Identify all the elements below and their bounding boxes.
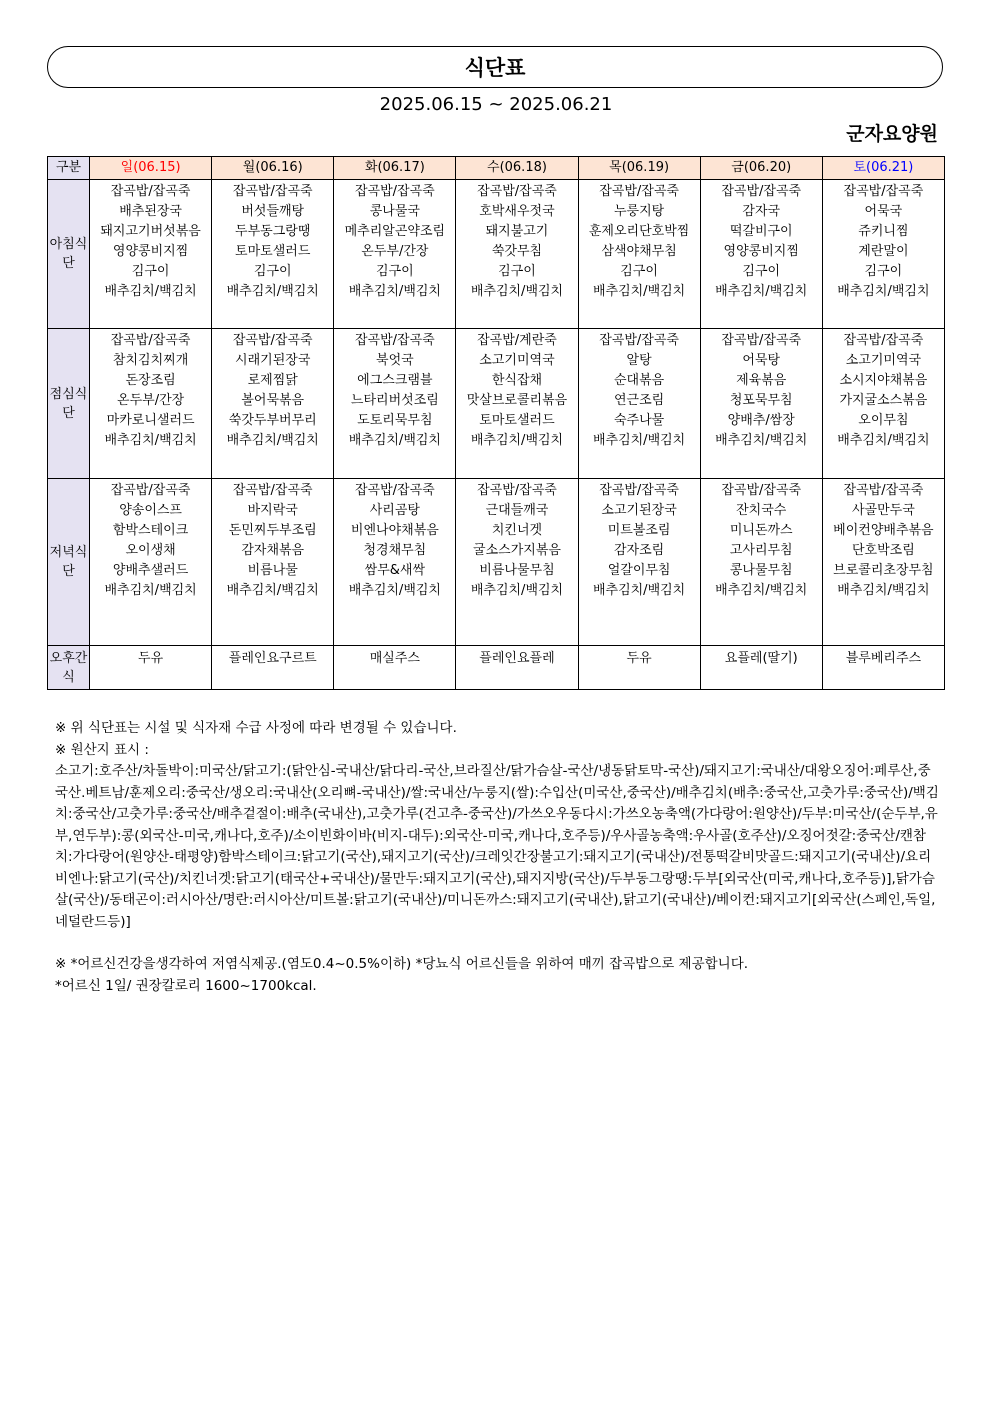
dish-item: 잡곡밥/잡곡죽 xyxy=(110,483,191,498)
dish-item: 한식잡채 xyxy=(491,373,543,388)
snack-cell: 두유 xyxy=(90,646,212,690)
dish-item: 돈민찌두부조림 xyxy=(228,523,317,538)
origin-text: 소고기:호주산/차돌박이:미국산/닭고기:(닭안심-국내산/닭다리-국산,브라질산/닭가슴살-국산/냉동닭토막-국산)/돼지고기:국내산/대왕오징어:페루산,중국산.베트남/훈제오리:중국산/생오리:국내산(오리뼈-국내산)/쌀:국내산/누룽지(쌀):수입산(미국산,중국산)/배추김치(배추:중국산,고춧가루:중국산)/백김치:중국산/고춧가루:중국산/배추겉절이:배추(국내산),고춧가루(건고추-중국산)/가쓰오우동다시:가쓰오농축액(가다랑어:원양산)/두부:미국산/(순두부,유부,연두부):콩(외국산-미국,캐나다,호주)/소이빈화이바(비지-대두):외국산-미국,캐나다,호주등)/우사골농축액:우사골(호주산)/오징어젓갈:중국산/캔참치:가다랑어(원양산-태평양)함박스테이크:닭고기(국산),돼지고기(국산)/크레잇간장불고기:돼지고기(국내산)/전통떡갈비맛골드:돼지고기(국내산)/요리비엔나:닭고기(국산)/치킨너겟:닭고기(태국산+국내산)/물만두:돼지고기(국산),돼지지방(국산)/두부동그랑땡:두부[외국산(미국,캐나다,호주등)],닭가슴살(국산)/동태곤이:러시아산/명란:러시아산/미트볼:닭고기(국내산)/미니돈까스:돼지고기(국내산),닭고기(국내산)/베이컨:돼지고기[외국산(스페인,독일,네덜란드등)] xyxy=(55,763,939,930)
dish-item: 김구이 xyxy=(620,264,658,279)
dish-item: 배추김치/백김치 xyxy=(226,433,319,448)
dish-item: 양배추샐러드 xyxy=(112,563,189,578)
snack-cell: 플레인요플레 xyxy=(456,646,578,690)
dish-item: 김구이 xyxy=(253,264,292,279)
dish-item: 잡곡밥/잡곡죽 xyxy=(843,333,924,348)
meal-label-line: 점심 xyxy=(49,386,75,402)
dish-item: 잡곡밥/잡곡죽 xyxy=(843,184,924,199)
menu-cell xyxy=(456,479,578,646)
dish-item: 영양콩비지찜 xyxy=(723,244,799,259)
dish-item: 훈제오리단호박찜 xyxy=(588,224,690,239)
day-header: 금(06.20) xyxy=(700,157,822,180)
dish-item: 참치김치찌개 xyxy=(112,353,189,368)
menu-cell xyxy=(578,180,700,329)
date-range: 2025.06.15 ~ 2025.06.21 xyxy=(379,94,613,115)
dish-item: 배추김치/백김치 xyxy=(837,583,930,598)
dish-item: 김구이 xyxy=(376,264,414,279)
change-notice: ※ 위 식단표는 시설 및 식자재 수급 사정에 따라 변경될 수 있습니다. xyxy=(55,720,457,736)
day-header: 화(06.17) xyxy=(334,157,456,180)
menu-cell xyxy=(90,180,212,329)
snack-cell: 플레인요구르트 xyxy=(212,646,334,690)
dish-item: 바지락국 xyxy=(247,503,298,518)
dish-item: 감자채볶음 xyxy=(241,543,305,558)
dish-item: 잡곡밥/잡곡죽 xyxy=(354,483,435,498)
dish-item: 청포묵무침 xyxy=(729,393,793,408)
dish-item: 토마토샐러드 xyxy=(479,413,555,428)
menu-cell xyxy=(334,180,456,329)
menu-cell xyxy=(822,479,944,646)
menu-cell xyxy=(90,329,212,479)
dish-item: 배추김치/백김치 xyxy=(592,433,686,448)
snack-cell: 블루베리주스 xyxy=(822,646,944,690)
dish-item: 볼어묵볶음 xyxy=(241,393,305,408)
menu-cell xyxy=(700,329,822,479)
dish-item: 삼색야채무침 xyxy=(601,244,677,259)
dish-item: 두부동그랑땡 xyxy=(235,224,311,239)
menu-cell xyxy=(334,479,456,646)
dish-item: 배추김치/백김치 xyxy=(592,583,686,598)
meal-label xyxy=(48,180,90,329)
dish-item: 배추된장국 xyxy=(119,204,182,219)
dish-item: 미니돈까스 xyxy=(729,523,793,538)
dish-item: 오이무침 xyxy=(858,413,909,428)
dish-item: 김구이 xyxy=(864,264,903,279)
dish-item: 고사리무침 xyxy=(729,543,793,558)
dish-item: 배추김치/백김치 xyxy=(837,433,930,448)
low-salt-notice: ※ *어르신건강을생각하여 저염식제공.(염도0.4~0.5%이하) *당뇨식 어르신들을 위하여 매끼 잡곡밥으로 제공합니다. xyxy=(55,956,749,972)
menu-cell xyxy=(822,180,944,329)
menu-cell xyxy=(456,329,578,479)
dish-item: 김구이 xyxy=(742,264,781,279)
dish-item: 배추김치/백김치 xyxy=(837,284,930,299)
dish-item: 콩나물국 xyxy=(369,204,420,219)
meal-row xyxy=(48,329,945,479)
day-header-row xyxy=(48,157,945,180)
dish-item: 느타리버섯조림 xyxy=(350,393,439,408)
dish-item: 온두부/간장 xyxy=(117,393,185,408)
dish-item: 잡곡밥/잡곡죽 xyxy=(721,483,802,498)
dish-item: 잡곡밥/잡곡죽 xyxy=(232,483,313,498)
dish-item: 오이생채 xyxy=(125,543,176,558)
menu-cell xyxy=(334,329,456,479)
dish-item: 단호박조림 xyxy=(852,543,915,558)
dish-item: 배추김치/백김치 xyxy=(715,433,808,448)
dish-item: 잡곡밥/잡곡죽 xyxy=(477,184,557,199)
dish-item: 잡곡밥/잡곡죽 xyxy=(599,333,679,348)
dish-item: 쑥갓두부버무리 xyxy=(228,413,317,428)
dish-item: 잡곡밥/잡곡죽 xyxy=(354,333,435,348)
dish-item: 쑥갓무침 xyxy=(491,244,543,259)
dish-item: 가지굴소스볶음 xyxy=(839,393,928,408)
dish-item: 알탕 xyxy=(626,353,652,368)
dish-item: 잡곡밥/잡곡죽 xyxy=(232,184,313,199)
dish-item: 소고기된장국 xyxy=(601,503,677,518)
dish-item: 누룽지탕 xyxy=(613,204,665,219)
meal-row xyxy=(48,479,945,646)
dish-item: 순대볶음 xyxy=(613,373,665,388)
menu-cell xyxy=(212,329,334,479)
dish-item: 배추김치/백김치 xyxy=(470,284,564,299)
meal-label-line: 아침 xyxy=(49,237,75,252)
dish-item: 에그스크램블 xyxy=(357,373,433,388)
dish-item: 소고기미역국 xyxy=(479,353,555,368)
snack-cell: 매실주스 xyxy=(334,646,456,690)
snack-row xyxy=(48,646,945,690)
day-header: 월(06.16) xyxy=(212,157,334,180)
snack-cell: 요플레(딸기) xyxy=(700,646,822,690)
calorie-notice: *어르신 1일/ 권장칼로리 1600~1700kcal. xyxy=(55,977,317,994)
dish-item: 잡곡밥/잡곡죽 xyxy=(477,483,557,498)
dish-item: 콩나물무침 xyxy=(729,563,793,578)
meal-label-line: 식단 xyxy=(62,545,88,579)
dish-item: 함박스테이크 xyxy=(112,523,189,538)
dish-item: 시래기된장국 xyxy=(235,353,311,368)
dish-item: 잡곡밥/잡곡죽 xyxy=(843,483,924,498)
dish-item: 배추김치/백김치 xyxy=(348,284,441,299)
dish-item: 소시지야채볶음 xyxy=(839,373,928,388)
dish-item: 어묵탕 xyxy=(742,353,781,368)
origin-heading: ※ 원산지 표시 : xyxy=(55,741,149,758)
menu-cell xyxy=(822,329,944,479)
dish-item: 잡곡밥/잡곡죽 xyxy=(232,333,313,348)
dish-item: 쌈무&새싹 xyxy=(364,563,426,578)
menu-cell xyxy=(578,479,700,646)
dish-item: 비엔나야채볶음 xyxy=(350,523,439,538)
dish-item: 감자국 xyxy=(742,204,781,219)
dish-item: 떡갈비구이 xyxy=(729,224,793,239)
dish-item: 미트볼조림 xyxy=(607,523,671,538)
dish-item: 배추김치/백김치 xyxy=(104,583,197,598)
dish-item: 배추김치/백김치 xyxy=(104,284,197,299)
menu-table xyxy=(47,156,945,690)
dish-item: 비름나물무침 xyxy=(479,563,555,578)
meal-label xyxy=(48,479,90,646)
dish-item: 돈장조림 xyxy=(125,373,176,388)
dish-item: 마카로니샐러드 xyxy=(106,413,195,428)
menu-cell xyxy=(700,479,822,646)
dish-item: 배추김치/백김치 xyxy=(715,284,808,299)
dish-item: 배추김치/백김치 xyxy=(226,284,319,299)
dish-item: 잡곡밥/계란죽 xyxy=(477,333,557,348)
dish-item: 숙주나물 xyxy=(613,413,665,428)
dish-item: 배추김치/백김치 xyxy=(470,433,564,448)
menu-cell xyxy=(212,180,334,329)
dish-item: 김구이 xyxy=(131,264,170,279)
dish-item: 잡곡밥/잡곡죽 xyxy=(721,333,802,348)
dish-item: 배추김치/백김치 xyxy=(348,583,441,598)
dish-item: 잡곡밥/잡곡죽 xyxy=(354,184,435,199)
snack-label-line: 간식 xyxy=(62,650,88,685)
menu-cell xyxy=(578,329,700,479)
dish-item: 도토리묵무침 xyxy=(357,413,433,428)
dish-item: 굴소스가지볶음 xyxy=(473,543,561,558)
meal-label-line: 식단 xyxy=(62,386,88,421)
dish-item: 계란말이 xyxy=(858,244,909,259)
day-header: 목(06.19) xyxy=(578,157,700,180)
menu-cell xyxy=(456,180,578,329)
dish-item: 양배추/쌈장 xyxy=(727,413,795,428)
meal-row xyxy=(48,180,945,329)
dish-item: 사리곰탕 xyxy=(369,503,420,518)
dish-item: 제육볶음 xyxy=(736,373,787,388)
dish-item: 북엇국 xyxy=(376,353,414,368)
menu-cell xyxy=(700,180,822,329)
dish-item: 쥬키니찜 xyxy=(858,224,909,239)
dish-item: 치킨너겟 xyxy=(491,523,543,538)
dish-item: 돼지고기버섯볶음 xyxy=(100,224,201,239)
day-header: 토(06.21) xyxy=(822,157,944,180)
dish-item: 배추김치/백김치 xyxy=(348,433,441,448)
dish-item: 맛살브로콜리볶음 xyxy=(466,393,568,408)
dish-item: 감자조림 xyxy=(613,543,665,558)
dish-item: 어묵국 xyxy=(864,204,903,219)
menu-cell xyxy=(212,479,334,646)
dish-item: 배추김치/백김치 xyxy=(592,284,686,299)
dish-item: 얼갈이무침 xyxy=(607,563,671,578)
menu-cell xyxy=(90,479,212,646)
snack-label-line: 오후 xyxy=(49,650,75,666)
meal-label-line: 저녁 xyxy=(49,545,75,560)
dish-item: 돼지불고기 xyxy=(485,224,549,239)
dish-item: 배추김치/백김치 xyxy=(715,583,808,598)
notes-section xyxy=(55,718,940,997)
snack-label xyxy=(48,646,90,690)
dish-item: 잡곡밥/잡곡죽 xyxy=(721,184,802,199)
dish-item: 배추김치/백김치 xyxy=(470,583,564,598)
day-header: 수(06.18) xyxy=(456,157,578,180)
dish-item: 호박새우젓국 xyxy=(479,204,555,219)
dish-item: 잔치국수 xyxy=(736,503,787,518)
dish-item: 잡곡밥/잡곡죽 xyxy=(110,184,191,199)
dish-item: 버섯들깨탕 xyxy=(241,204,305,219)
dish-item: 잡곡밥/잡곡죽 xyxy=(599,483,679,498)
corner-label: 구분 xyxy=(48,157,90,180)
dish-item: 근대들깨국 xyxy=(485,503,549,518)
page-title: 식단표 xyxy=(47,46,943,88)
meal-label-line: 식단 xyxy=(62,237,88,271)
dish-item: 브로콜리초장무침 xyxy=(833,563,934,578)
dish-item: 배추김치/백김치 xyxy=(104,433,197,448)
dish-item: 메추리알곤약조림 xyxy=(344,224,446,239)
dish-item: 김구이 xyxy=(498,264,536,279)
dish-item: 청경채무침 xyxy=(363,543,427,558)
dish-item: 양송이스프 xyxy=(119,503,182,518)
dish-item: 로제찜닭 xyxy=(247,373,298,388)
dish-item: 소고기미역국 xyxy=(845,353,922,368)
dish-item: 베이컨양배추볶음 xyxy=(833,523,934,538)
dish-item: 토마토샐러드 xyxy=(235,244,311,259)
dish-item: 온두부/간장 xyxy=(361,244,429,259)
dish-item: 배추김치/백김치 xyxy=(226,583,319,598)
day-header: 일(06.15) xyxy=(90,157,212,180)
meal-label xyxy=(48,329,90,479)
dish-item: 잡곡밥/잡곡죽 xyxy=(599,184,679,199)
facility-name: 군자요양원 xyxy=(846,123,938,145)
dish-item: 사골만두국 xyxy=(852,503,915,518)
snack-cell: 두유 xyxy=(578,646,700,690)
dish-item: 연근조림 xyxy=(613,393,665,408)
dish-item: 잡곡밥/잡곡죽 xyxy=(110,333,191,348)
dish-item: 영양콩비지찜 xyxy=(112,244,189,259)
dish-item: 비름나물 xyxy=(247,563,298,578)
